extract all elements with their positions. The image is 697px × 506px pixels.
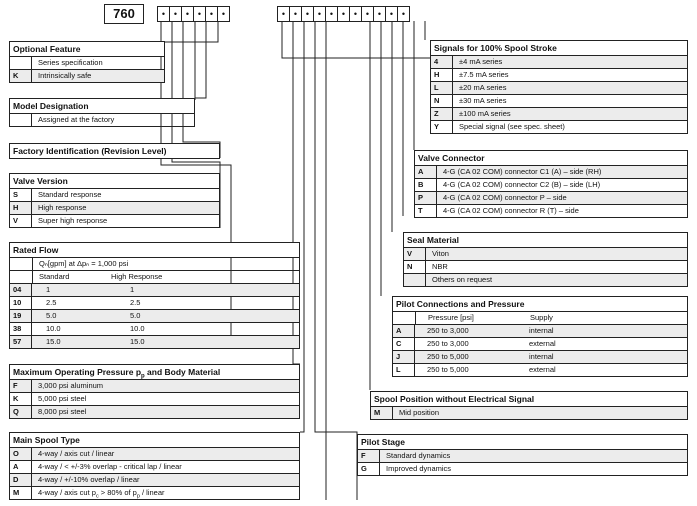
row-code	[404, 274, 426, 286]
row-code: L	[431, 82, 453, 94]
code-dot: •	[217, 6, 230, 22]
code-dot: •	[205, 6, 218, 22]
row-text: 4-G (CA 02 COM) connector C2 (B) – side (LH)	[443, 180, 601, 189]
table-row	[9, 310, 300, 323]
valve-connector-section	[414, 150, 688, 218]
code-dot: •	[169, 6, 182, 22]
factory-id-section	[9, 143, 220, 159]
row-code: A	[393, 325, 415, 337]
valve-version-section	[9, 173, 220, 228]
col-supply: Supply	[530, 313, 553, 322]
row-code: 57	[10, 336, 32, 348]
col-high-response: High Response	[111, 272, 163, 281]
section-title: Rated Flow	[9, 242, 300, 258]
row-code: V	[404, 248, 426, 260]
section-title: Valve Connector	[414, 150, 688, 166]
table-row	[392, 325, 688, 338]
table-row	[403, 248, 688, 261]
left-dot-group	[157, 6, 229, 22]
row-pressure: 250 to 5,000	[427, 352, 469, 361]
row-standard: 10.0	[46, 324, 61, 333]
table-row	[9, 202, 220, 215]
row-code: N	[431, 95, 453, 107]
col-standard: Standard	[39, 272, 70, 281]
model-prefix: 760	[104, 4, 144, 24]
row-code: 04	[10, 284, 32, 296]
row-text: ±30 mA series	[459, 96, 507, 105]
row-code: 10	[10, 297, 32, 309]
row-code: A	[10, 461, 32, 473]
table-row	[392, 338, 688, 351]
row-text: Intrinsically safe	[38, 71, 92, 80]
row-text: NBR	[432, 262, 448, 271]
main-spool-section	[9, 432, 300, 500]
table-row	[392, 351, 688, 364]
section-title: Signals for 100% Spool Stroke	[430, 40, 688, 56]
section-title: Valve Version	[9, 173, 220, 189]
row-supply: external	[529, 365, 556, 374]
section-title: Model Designation	[9, 98, 195, 114]
row-text: 4-way / +/-10% overlap / linear	[38, 475, 140, 484]
row-standard: 1	[46, 285, 51, 294]
row-code: M	[371, 407, 393, 419]
row-code: K	[10, 70, 32, 82]
row-code: N	[404, 261, 426, 273]
table-row	[370, 407, 688, 420]
table-row	[414, 192, 688, 205]
code-dot: •	[313, 6, 326, 22]
table-row	[9, 336, 300, 349]
line-pilot-stage	[315, 21, 357, 500]
spool-position-section	[370, 391, 688, 420]
code-dot: •	[193, 6, 206, 22]
row-text: Series specification	[38, 58, 103, 67]
row-code: J	[393, 351, 415, 363]
table-row	[9, 474, 300, 487]
section-title: Pilot Stage	[357, 434, 688, 450]
row-text: Others on request	[432, 275, 493, 284]
code-dot: •	[337, 6, 350, 22]
code-dot: •	[385, 6, 398, 22]
code-dot: •	[373, 6, 386, 22]
row-code: L	[393, 364, 415, 376]
row-high: 1	[130, 285, 135, 294]
table-row	[430, 56, 688, 69]
model-designation-section	[9, 98, 195, 127]
table-row	[9, 297, 300, 310]
row-text: Super high response	[38, 216, 108, 225]
table-row	[9, 215, 220, 228]
row-text: Standard dynamics	[386, 451, 451, 460]
table-row	[9, 189, 220, 202]
code-dot: •	[157, 6, 170, 22]
row-text: 4-G (CA 02 COM) connector P – side	[443, 193, 567, 202]
row-text: ±20 mA series	[459, 83, 507, 92]
row-text: Improved dynamics	[386, 464, 452, 473]
row-text: Standard response	[38, 190, 102, 199]
table-row	[403, 261, 688, 274]
table-row	[430, 82, 688, 95]
code-dot: •	[325, 6, 338, 22]
row-code: M	[10, 487, 32, 499]
row-text: 4-way / < +/-3% overlap - critical lap / linear	[38, 462, 182, 471]
table-row	[357, 463, 688, 476]
rated-flow-subtitle: Qₙ[gpm] at Δpₙ = 1,000 psi	[39, 259, 129, 268]
line-main-spool	[300, 21, 304, 432]
row-code	[10, 57, 32, 69]
table-row	[9, 393, 300, 406]
pilot-stage-section	[357, 434, 688, 476]
table-row	[430, 69, 688, 82]
section-title: Factory Identification (Revision Level)	[9, 143, 220, 159]
row-code: Q	[10, 406, 32, 418]
table-row	[9, 323, 300, 336]
row-text: ±100 mA series	[459, 109, 511, 118]
section-title: Maximum Operating Pressure $p_p$ and Body Material	[9, 364, 300, 380]
row-high: 2.5	[130, 298, 141, 307]
section-title: Seal Material	[403, 232, 688, 248]
code-dot: •	[349, 6, 362, 22]
rated-flow-subtitle-row	[9, 258, 300, 271]
row-standard: 2.5	[46, 298, 57, 307]
code-dot: •	[361, 6, 374, 22]
row-text: Viton	[432, 249, 449, 258]
row-code: H	[10, 202, 32, 214]
row-code: T	[415, 205, 437, 217]
table-row	[430, 108, 688, 121]
row-text: Assigned at the factory	[38, 115, 115, 124]
row-code: B	[415, 179, 437, 191]
row-supply: external	[529, 339, 556, 348]
row-code: C	[393, 338, 415, 350]
row-standard: 15.0	[46, 337, 61, 346]
table-row	[9, 70, 165, 83]
table-row	[414, 205, 688, 218]
row-code	[10, 114, 32, 126]
code-dot: •	[397, 6, 410, 22]
row-text: 4-way / axis cut / linear	[38, 449, 115, 458]
row-text: Special signal (see spec. sheet)	[459, 122, 565, 131]
row-code: A	[415, 166, 437, 178]
table-row	[430, 95, 688, 108]
code-dot: •	[289, 6, 302, 22]
table-row	[9, 114, 195, 127]
table-row	[403, 274, 688, 287]
line-optional-feature	[165, 21, 218, 42]
section-title: Optional Feature	[9, 41, 165, 57]
row-code: F	[358, 450, 380, 462]
row-supply: internal	[529, 326, 554, 335]
row-text: ±7.5 mA series	[459, 70, 509, 79]
code-dot: •	[301, 6, 314, 22]
row-code: P	[415, 192, 437, 204]
right-dot-group	[277, 6, 409, 22]
table-row	[392, 364, 688, 377]
rated-flow-col-headers	[9, 271, 300, 284]
table-row	[9, 284, 300, 297]
table-row	[9, 57, 165, 70]
row-standard: 5.0	[46, 311, 57, 320]
row-code: G	[358, 463, 380, 475]
row-text: ±4 mA series	[459, 57, 503, 66]
row-pressure: 250 to 5,000	[427, 365, 469, 374]
row-supply: internal	[529, 352, 554, 361]
row-text: Mid position	[399, 408, 440, 417]
table-row	[9, 406, 300, 419]
row-code: S	[10, 189, 32, 201]
table-row	[414, 166, 688, 179]
code-dot: •	[181, 6, 194, 22]
row-code: 19	[10, 310, 32, 322]
row-code: V	[10, 215, 32, 227]
optional-feature-section	[9, 41, 165, 83]
line-model-designation	[195, 21, 206, 98]
row-code: Y	[431, 121, 453, 133]
pilot-col-headers	[392, 312, 688, 325]
row-text: High response	[38, 203, 87, 212]
section-title: Main Spool Type	[9, 432, 300, 448]
section-title: Pilot Connections and Pressure	[392, 296, 688, 312]
code-dot: •	[277, 6, 290, 22]
row-text: 4-G (CA 02 COM) connector C1 (A) – side (RH)	[443, 167, 602, 176]
signals-section	[430, 40, 688, 134]
row-high: 10.0	[130, 324, 145, 333]
table-row	[414, 179, 688, 192]
row-pressure: 250 to 3,000	[427, 339, 469, 348]
row-text: 4-way / axis cut $p_c > 80\%$ of $p_p$ / linear	[38, 488, 165, 500]
table-row	[9, 461, 300, 474]
table-row	[9, 448, 300, 461]
row-pressure: 250 to 3,000	[427, 326, 469, 335]
row-code: 38	[10, 323, 32, 335]
row-code: D	[10, 474, 32, 486]
rated-flow-section	[9, 242, 300, 349]
row-code: F	[10, 380, 32, 392]
pilot-connections-section	[392, 296, 688, 377]
row-code: O	[10, 448, 32, 460]
table-row	[430, 121, 688, 134]
max-pressure-section	[9, 364, 300, 419]
row-text: 4-G (CA 02 COM) connector R (T) – side	[443, 206, 579, 215]
seal-material-section	[403, 232, 688, 287]
row-high: 15.0	[130, 337, 145, 346]
col-pressure: Pressure [psi]	[428, 313, 474, 322]
row-code: 4	[431, 56, 453, 68]
table-row	[9, 380, 300, 393]
row-code: Z	[431, 108, 453, 120]
section-title: Spool Position without Electrical Signal	[370, 391, 688, 407]
table-row	[9, 487, 300, 500]
row-text: 3,000 psi aluminum	[38, 381, 104, 390]
row-text: 8,000 psi steel	[38, 407, 87, 416]
row-high: 5.0	[130, 311, 141, 320]
row-text: 5,000 psi steel	[38, 394, 87, 403]
row-code: K	[10, 393, 32, 405]
table-row	[357, 450, 688, 463]
row-code: H	[431, 69, 453, 81]
